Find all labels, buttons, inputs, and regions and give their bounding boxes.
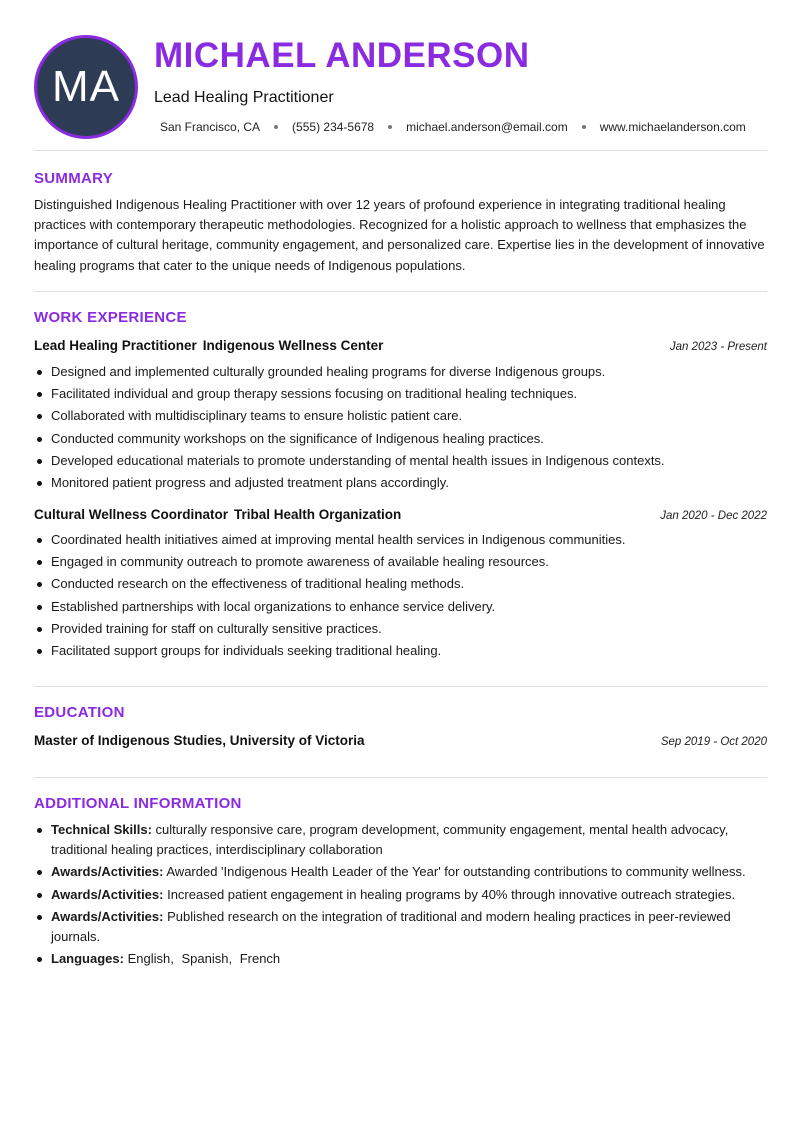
contact-website[interactable]: www.michaelanderson.com bbox=[599, 120, 746, 134]
list-item bbox=[34, 885, 767, 905]
list-item: Designed and implemented culturally grounded healing programs for diverse Indigenous groups. bbox=[34, 361, 767, 383]
list-item bbox=[34, 820, 767, 859]
job-header bbox=[34, 507, 767, 522]
job-organization: Indigenous Wellness Center bbox=[202, 338, 384, 353]
job-organization: Tribal Health Organization bbox=[234, 507, 402, 522]
education-heading: EDUCATION bbox=[34, 704, 125, 721]
list-item: Developed educational materials to promote understanding of mental health issues in Indigenous contexts. bbox=[34, 450, 767, 472]
job-title-line bbox=[34, 507, 401, 522]
list-item: Coordinated health initiatives aimed at improving mental health services in Indigenous communities. bbox=[34, 529, 767, 551]
list-item: Facilitated individual and group therapy sessions focusing on traditional healing techniques. bbox=[34, 383, 767, 405]
additional-heading: ADDITIONAL INFORMATION bbox=[34, 795, 242, 812]
list-item: Conducted research on the effectiveness of traditional healing methods. bbox=[34, 573, 767, 595]
job-title-line bbox=[34, 338, 383, 353]
list-item: Monitored patient progress and adjusted treatment plans accordingly. bbox=[34, 472, 767, 494]
job-header bbox=[34, 338, 767, 353]
candidate-name: MICHAEL ANDERSON bbox=[154, 36, 530, 75]
summary-heading: SUMMARY bbox=[34, 170, 114, 187]
list-item: Collaborated with multidisciplinary teams to ensure holistic patient care. bbox=[34, 405, 767, 427]
additional-list bbox=[34, 820, 767, 972]
divider bbox=[34, 686, 767, 687]
list-item: Facilitated support groups for individuals seeking traditional healing. bbox=[34, 640, 767, 662]
job-bullets bbox=[34, 529, 767, 662]
contact-bar bbox=[160, 120, 746, 134]
item-text: Increased patient engagement in healing programs by 40% through innovative outreach strategies. bbox=[167, 886, 736, 902]
list-item: Conducted community workshops on the significance of Indigenous healing practices. bbox=[34, 428, 767, 450]
divider bbox=[34, 291, 767, 292]
language: Spanish, bbox=[181, 951, 233, 966]
list-item bbox=[34, 949, 767, 969]
languages-label: Languages: bbox=[51, 951, 124, 966]
education-degree: Master of Indigenous Studies, University of Victoria bbox=[34, 733, 365, 748]
divider bbox=[34, 150, 767, 151]
language: English, bbox=[127, 951, 174, 966]
item-text: Published research on the integration of traditional and modern healing practices in peer-reviewed journals. bbox=[51, 909, 731, 944]
contact-separator bbox=[582, 125, 586, 129]
avatar bbox=[34, 35, 138, 139]
avatar-initials: MA bbox=[52, 62, 120, 111]
divider bbox=[34, 777, 767, 778]
contact-email[interactable]: michael.anderson@email.com bbox=[406, 120, 568, 134]
item-label: Awards/Activities: bbox=[51, 886, 164, 902]
list-item: Provided training for staff on culturally sensitive practices. bbox=[34, 618, 767, 640]
job-dates: Jan 2020 - Dec 2022 bbox=[660, 510, 767, 522]
education-entry bbox=[34, 733, 767, 748]
list-item bbox=[34, 862, 767, 882]
list-item bbox=[34, 907, 767, 946]
language: French bbox=[239, 951, 281, 966]
job-dates: Jan 2023 - Present bbox=[669, 341, 767, 353]
experience-heading: WORK EXPERIENCE bbox=[34, 309, 187, 326]
candidate-role: Lead Healing Practitioner bbox=[154, 89, 334, 106]
job-position: Cultural Wellness Coordinator bbox=[34, 507, 229, 522]
contact-location: San Francisco, CA bbox=[160, 120, 261, 134]
job-position: Lead Healing Practitioner bbox=[34, 338, 197, 353]
item-label: Awards/Activities: bbox=[51, 909, 164, 924]
contact-phone[interactable]: (555) 234-5678 bbox=[292, 120, 375, 134]
education-dates: Sep 2019 - Oct 2020 bbox=[660, 736, 767, 748]
item-text: culturally responsive care, program development, community engagement, mental health advocacy, traditional healing practices, interdisciplinary collaboration bbox=[51, 822, 729, 857]
item-text: Awarded 'Indigenous Health Leader of the Year' for outstanding contributions to community wellness. bbox=[166, 864, 746, 879]
item-label: Awards/Activities: bbox=[51, 864, 164, 879]
item-label: Technical Skills: bbox=[51, 822, 152, 837]
list-item: Engaged in community outreach to promote awareness of available healing resources. bbox=[34, 551, 767, 573]
contact-separator bbox=[388, 125, 392, 129]
summary-text: Distinguished Indigenous Healing Practitioner with over 12 years of profound experience in integrating traditional healing practices with contemporary therapeutic methodologies. Recognized for a holistic approach to wellness that emphasizes the importance of cultural heritage, community engagement, and personalized care. Expertise lies in the development of innovative healing programs that cater to the unique needs of Indigenous populations. bbox=[34, 197, 765, 273]
resume-page bbox=[34, 0, 767, 1130]
job-bullets bbox=[34, 361, 767, 494]
contact-separator bbox=[274, 125, 278, 129]
list-item: Established partnerships with local organizations to enhance service delivery. bbox=[34, 596, 767, 618]
